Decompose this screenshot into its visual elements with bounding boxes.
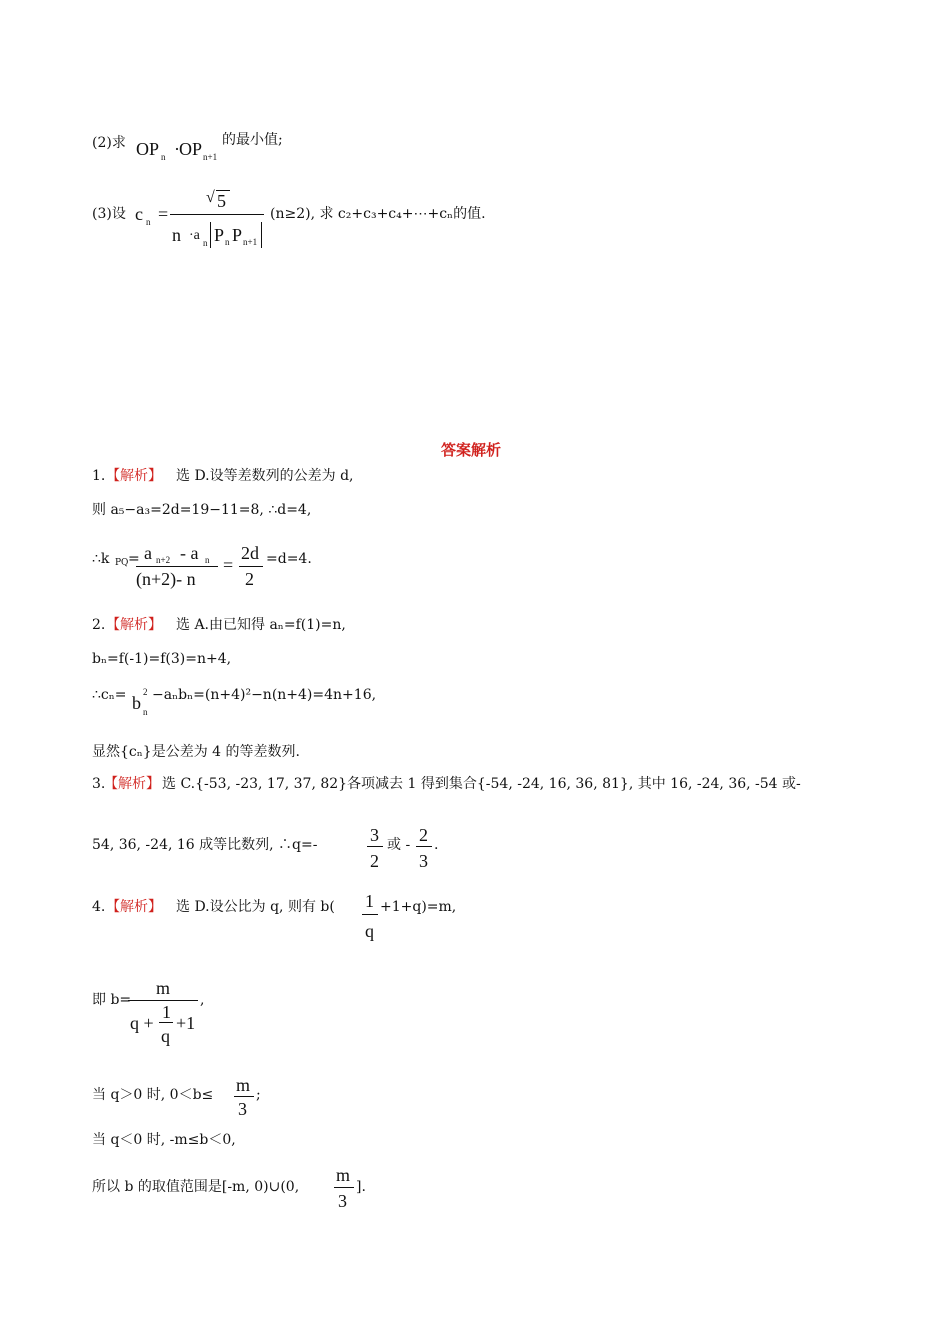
a3-f1-num: 3 [370, 825, 379, 845]
a4-f2-num: m [156, 978, 171, 998]
a1-frac-num-sub1: n+2 [156, 555, 171, 565]
q2-suffix: 的最小值; [222, 132, 283, 148]
a3-f2-num: 2 [419, 825, 428, 845]
a2-line1: 选 A.由已知得 aₙ=f(1)=n, [176, 617, 346, 633]
a1-line2: 则 a₅−a₃=2d=19−11=8, ∴d=4, [92, 502, 312, 518]
q2-op1: OP [136, 139, 160, 159]
a1-frac2-num: 2d [241, 543, 259, 563]
a4-line3-post: ; [256, 1087, 261, 1103]
a1-tag: 【解析】 [106, 468, 162, 484]
a3-f1-den: 2 [370, 851, 379, 871]
a4-f2-den-q: q + [130, 1013, 154, 1033]
q3-suffix: (n≥2), 求 c₂+c₃+c₄+⋯+cₙ的值. [270, 206, 486, 222]
a3-line1: 选 C.{-53, -23, 17, 37, 82}各项减去 1 得到集合{-54, -24, 16, 36, 81}, 其中 16, -24, 36, -54 或- [162, 776, 801, 792]
a4-f1-num: 1 [365, 891, 374, 911]
q2-op1-sub: n [161, 152, 166, 162]
a4-line2-pre: 即 b= [92, 992, 132, 1008]
a4-f4-num: m [336, 1165, 351, 1185]
a3-or: 或 - [387, 837, 411, 853]
a1-frac-num-a: a [144, 543, 152, 563]
q3-p1-sub: n [225, 237, 230, 247]
q3-den-n: n [172, 225, 181, 245]
a1-frac2-line [239, 566, 263, 567]
a1-frac-line [136, 566, 218, 567]
a4-f4-line [334, 1187, 354, 1188]
a3-f2-line [416, 846, 432, 847]
q2-dot: · [174, 139, 180, 159]
a4-line1-pre: 选 D.设公比为 q, 则有 b( [176, 899, 335, 915]
a4-line2-post: , [200, 992, 205, 1008]
a4-line1-post: +1+q)=m, [380, 899, 457, 915]
q3-sqrt-icon: √ [206, 189, 215, 206]
a1-kpq-sub: PQ [115, 558, 129, 568]
a4-f1-line [362, 914, 378, 915]
a4-f4-den: 3 [338, 1191, 347, 1211]
a2-line4: 显然{cₙ}是公差为 4 的等差数列. [92, 744, 300, 760]
q3-num: 5 [217, 191, 226, 211]
a4-f2-line [128, 1000, 198, 1001]
a4-f2-den-post: +1 [176, 1013, 196, 1033]
q3-den-a-sub: n [203, 238, 208, 248]
q3-eq: = [158, 204, 169, 224]
abs-left-bar [210, 222, 211, 248]
a4-f2-den-fline [159, 1022, 173, 1023]
q3-c: c [135, 204, 143, 224]
a4-line5-pre: 所以 b 的取值范围是[-m, 0)∪(0, [92, 1179, 300, 1195]
a2-line3-bsub: n [143, 707, 148, 717]
a2-tag: 【解析】 [106, 617, 162, 633]
a4-f2-den-fden: q [161, 1026, 170, 1046]
a4-num: 4. [92, 899, 106, 915]
a2-line3-bsup: 2 [143, 687, 148, 697]
q3-p2-sub: n+1 [243, 237, 258, 247]
q2-op2: OP [179, 139, 203, 159]
a4-f2-den-fnum: 1 [162, 1002, 171, 1022]
q2-op2-sub: n+1 [203, 152, 218, 162]
a3-f1-line [367, 846, 383, 847]
a2-num: 2. [92, 617, 106, 633]
q3-c-sub: n [146, 217, 151, 227]
a3-f2-den: 3 [419, 851, 428, 871]
q3-frac-line [170, 214, 264, 215]
a2-line3-pre: ∴cₙ= [92, 687, 127, 703]
a1-num: 1. [92, 468, 106, 484]
a3-num: 3. [92, 776, 106, 792]
a1-frac-num-sub2: n [205, 555, 210, 565]
a1-frac-num-mid: - a [180, 543, 199, 563]
q3-den-a: ·a [189, 228, 200, 243]
q3-prefix: (3)设 [92, 206, 126, 222]
a4-f3-num: m [236, 1075, 251, 1095]
a1-eq2: = [223, 555, 234, 575]
a2-line3-b: b [132, 693, 141, 713]
a3-tag: 【解析】 [104, 776, 160, 792]
a3-line2-pre: 54, 36, -24, 16 成等比数列, ∴q=- [92, 837, 318, 853]
a1-end: =d=4. [266, 551, 312, 567]
a1-frac-den: (n+2)- n [136, 569, 196, 589]
a2-line2: bₙ=f(-1)=f(3)=n+4, [92, 651, 232, 667]
a1-frac2-den: 2 [245, 569, 254, 589]
q3-p1: P [214, 225, 225, 245]
a4-f3-line [234, 1096, 254, 1097]
abs-right-bar [261, 222, 262, 248]
a1-line1: 选 D.设等差数列的公差为 d, [176, 468, 354, 484]
a4-line4: 当 q＜0 时, -m≤b＜0, [92, 1132, 236, 1148]
a4-f1-den: q [365, 921, 374, 941]
a1-kpq: ∴k [92, 551, 110, 567]
a1-kpq-eq: = [128, 551, 140, 567]
a4-tag: 【解析】 [106, 899, 162, 915]
q3-p2: P [232, 225, 243, 245]
a4-line5-post: ]. [356, 1179, 366, 1195]
q2-prefix: (2)求 [92, 135, 126, 151]
a4-line3-pre: 当 q＞0 时, 0＜b≤ [92, 1087, 214, 1103]
a4-f3-den: 3 [238, 1099, 247, 1119]
answer-title: 答案解析 [441, 441, 502, 459]
a3-end: . [434, 837, 439, 853]
a2-line3-post: −aₙbₙ=(n+4)²−n(n+4)=4n+16, [152, 687, 377, 703]
